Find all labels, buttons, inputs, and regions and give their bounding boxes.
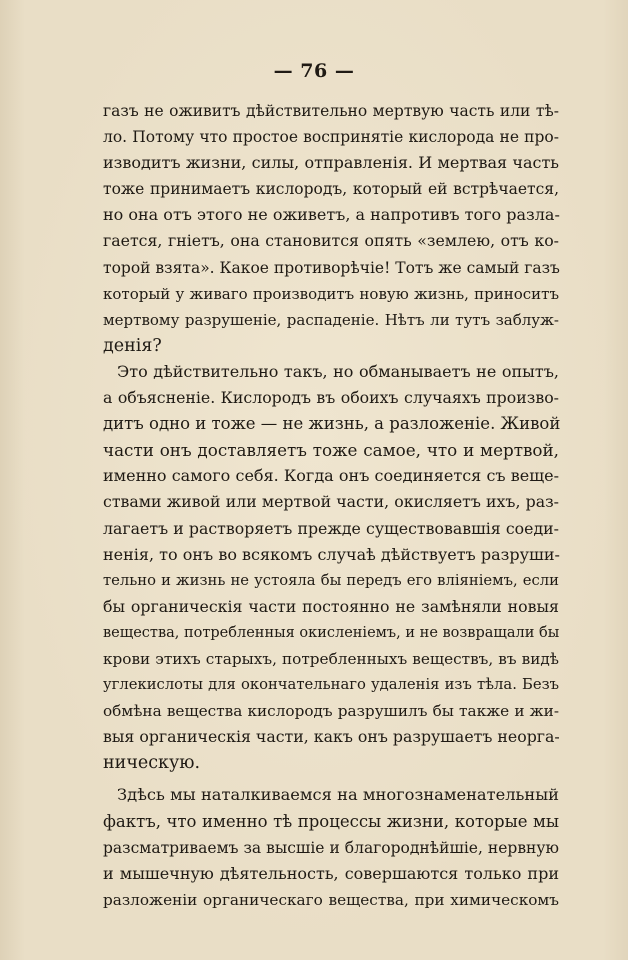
text-line: но она отъ этого не оживетъ, а напротивъ того разла- xyxy=(103,205,560,225)
text-line: ненія, то онъ во всякомъ случаѣ дѣйствуетъ разруши- xyxy=(103,544,560,564)
text-line: и мышечную дѣятельность, совершаются только при xyxy=(103,863,559,883)
text-line: а объясненіе. Кислородъ въ обоихъ случаяхъ произво- xyxy=(103,388,559,408)
text-line: части онъ доставляетъ тоже самое, что и мертвой, xyxy=(103,440,559,461)
paragraph-1 xyxy=(103,98,559,359)
text-line: вещества, потребленныя окисленіемъ, и не возвращали бы xyxy=(103,624,560,641)
text-line: ло. Потому что простое воспринятіе кислорода не про- xyxy=(103,128,559,147)
text-line: денія? xyxy=(103,335,162,356)
text-line: изводитъ жизни, силы, отправленія. И мертвая часть xyxy=(103,153,559,173)
text-line: который у живаго производитъ новую жизнь, приноситъ xyxy=(103,284,559,303)
text-line: разложеніи органическаго вещества, при химическомъ xyxy=(103,890,559,909)
text-line: дитъ одно и тоже — не жизнь, а разложеніе. Живой xyxy=(103,414,561,434)
text-line: газъ не оживитъ дѣйствительно мертвую часть или тѣ- xyxy=(103,102,559,120)
text-line: бы органическія части постоянно не замѣняли новыя xyxy=(103,596,559,616)
text-line: торой взята». Какое противорѣчіе! Тотъ же самый газъ xyxy=(103,258,560,277)
text-line: разсматриваемъ за высшіе и благороднѣйшіе, нервную xyxy=(103,838,559,857)
text-line: ническую. xyxy=(103,753,201,774)
body-text xyxy=(103,98,559,913)
text-line: именно самого себя. Когда онъ соединяется съ веще- xyxy=(103,466,559,486)
text-line: тельно и жизнь не устояла бы передъ его вліяніемъ, если xyxy=(103,571,559,589)
text-line: ствами живой или мертвой части, окисляетъ ихъ, раз- xyxy=(103,492,559,512)
text-line: Здѣсь мы наталкиваемся на многознаменательный xyxy=(117,785,559,805)
text-line: гается, гніетъ, она становится опять «землею, отъ ко- xyxy=(103,231,559,251)
paragraph-3 xyxy=(103,782,559,912)
text-line: мертвому разрушеніе, распаденіе. Нѣтъ ли тутъ заблуж- xyxy=(103,310,559,329)
paragraph-2 xyxy=(103,359,559,777)
text-line: фактъ, что именно тѣ процессы жизни, которые мы xyxy=(103,811,559,831)
page-number: — 76 — xyxy=(273,60,355,82)
text-line: углекислоты для окончательнаго удаленія изъ тѣла. Безъ xyxy=(103,676,559,694)
text-line: лагаетъ и растворяетъ прежде существовавшія соеди- xyxy=(103,518,559,538)
text-line: крови этихъ старыхъ, потребленныхъ веществъ, въ видѣ xyxy=(103,649,559,668)
text-line: тоже принимаетъ кислородъ, который ей встрѣчается, xyxy=(103,180,559,199)
text-line: выя органическія части, какъ онъ разрушаетъ неорга- xyxy=(103,727,560,747)
text-line: Это дѣйствительно такъ, но обманываетъ не опытъ, xyxy=(117,361,559,381)
text-line: обмѣна вещества кислородъ разрушилъ бы также и жи- xyxy=(103,702,559,721)
